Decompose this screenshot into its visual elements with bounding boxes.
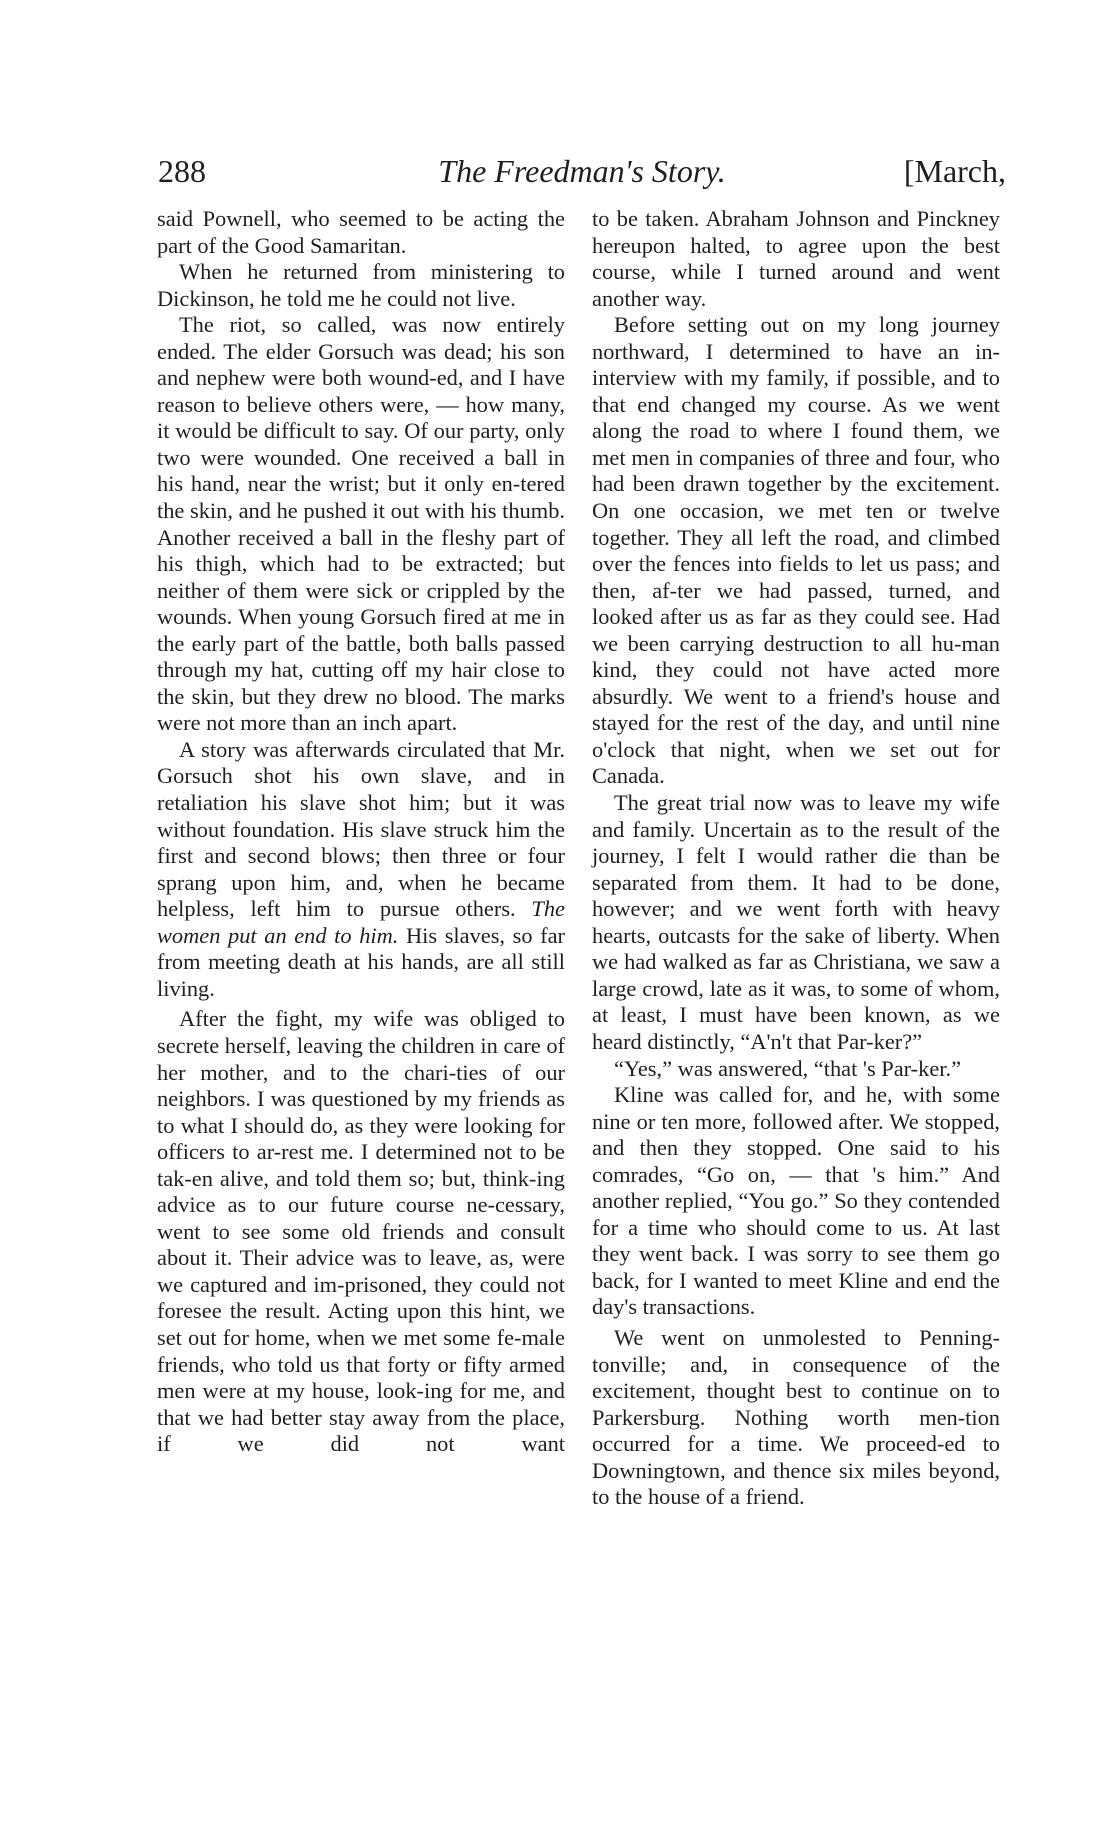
paragraph: After the fight, my wife was obliged to secrete herself, leaving the children in care of her mother, and to the chari-ties of our neighbors. I was questioned by my friends as to what I should do, as they were looking for officers to ar-rest me. I determined not to be tak-en alive, and told them so; but, think-ing advice as to our future course ne-cessary, went to see some old friends and consult about it. Their advice was to leave, as, were we captured and im-prisoned, they could not foresee the result. Acting upon this hint, we set out for home, when we met some fe-male friends, who told us that forty or fifty armed men were at my house, look-ing for me, and that we had better stay away from the place, if we did not want xyxy=(157,1006,565,1457)
paragraph: The riot, so called, was now entirely ended. The elder Gorsuch was dead; his son and nephew were both wound-ed, and I have reason to believe others were, — how many, it would be difficult to say. Of our party, only two were wounded. One received a ball in his hand, near the wrist; but it only en-tered the skin, and he pushed it out with his thumb. Another received a ball in the fleshy part of his thigh, which had to be extracted; but neither of them were sick or crippled by the wounds. When young Gorsuch fired at me in the early part of the battle, both balls passed through my hat, cutting off my hair close to the skin, but they drew no blood. The marks were not more than an inch apart. xyxy=(157,312,565,736)
paragraph: Kline was called for, and he, with some nine or ten more, followed after. We stopped, and then they stopped. One said to his comrades, “Go on, — that 's him.” And another replied, “You go.” So they contended for a time who should come to us. At last they went back. I was sorry to see them go back, for I wanted to meet Kline and end the day's transactions. xyxy=(592,1082,1000,1320)
running-title: The Freedman's Story. xyxy=(438,153,726,189)
paragraph: said Pownell, who seemed to be acting the part of the Good Samaritan. xyxy=(157,206,565,258)
running-header xyxy=(158,148,1006,194)
issue-month: [March, xyxy=(903,153,1006,189)
paragraph xyxy=(157,737,565,1002)
page-number: 288 xyxy=(158,153,206,189)
paragraph: to be taken. Abraham Johnson and Pinckney hereupon halted, to agree upon the best course, while I turned around and went another way. xyxy=(592,206,1000,311)
paragraph: Before setting out on my long journey northward, I determined to have an in-interview with my family, if possible, and to that end changed my course. As we went along the road to where I found them, we met men in companies of three and four, who had been drawn together by the excitement. On one occasion, we met ten or twelve together. They all left the road, and climbed over the fences into fields to let us pass; and then, af-ter we had passed, turned, and looked after us as far as they could see. Had we been carrying destruction to all hu-man kind, they could not have acted more absurdly. We went to a friend's house and stayed for the rest of the day, and until nine o'clock that night, when we set out for Canada. xyxy=(592,312,1000,789)
paragraph: We went on unmolested to Penning-tonville; and, in consequence of the excitement, thought best to continue on to Parkersburg. Nothing worth men-tion occurred for a time. We proceed-ed to Downingtown, and thence six miles beyond, to the house of a friend. xyxy=(592,1324,1000,1510)
left-column xyxy=(157,206,565,1458)
right-column xyxy=(592,206,1000,1511)
paragraph-text: His slaves, so far from meeting death at his hands, are all still living. xyxy=(157,922,565,1001)
paragraph: The great trial now was to leave my wife and family. Uncertain as to the result of the journey, I felt I would rather die than be separated from them. It had to be done, however; and we went forth with heavy hearts, outcasts for the sake of liberty. When we had walked as far as Christiana, we saw a large crowd, late as it was, to some of whom, at least, I must have been known, as we heard distinctly, “A'n't that Par-ker?” xyxy=(592,790,1000,1054)
paragraph-text: A story was afterwards circulated that Mr. Gorsuch shot his own slave, and in retaliation his slave shot him; but it was without foundation. His slave struck him the first and second blows; then three or four sprang upon him, and, when he became helpless, left him to pursue others. xyxy=(157,736,565,922)
paragraph: “Yes,” was answered, “that 's Par-ker.” xyxy=(614,1055,962,1081)
paragraph: When he returned from ministering to Dickinson, he told me he could not live. xyxy=(157,259,565,311)
italic-phrase: The women put an end to him. xyxy=(157,896,565,948)
